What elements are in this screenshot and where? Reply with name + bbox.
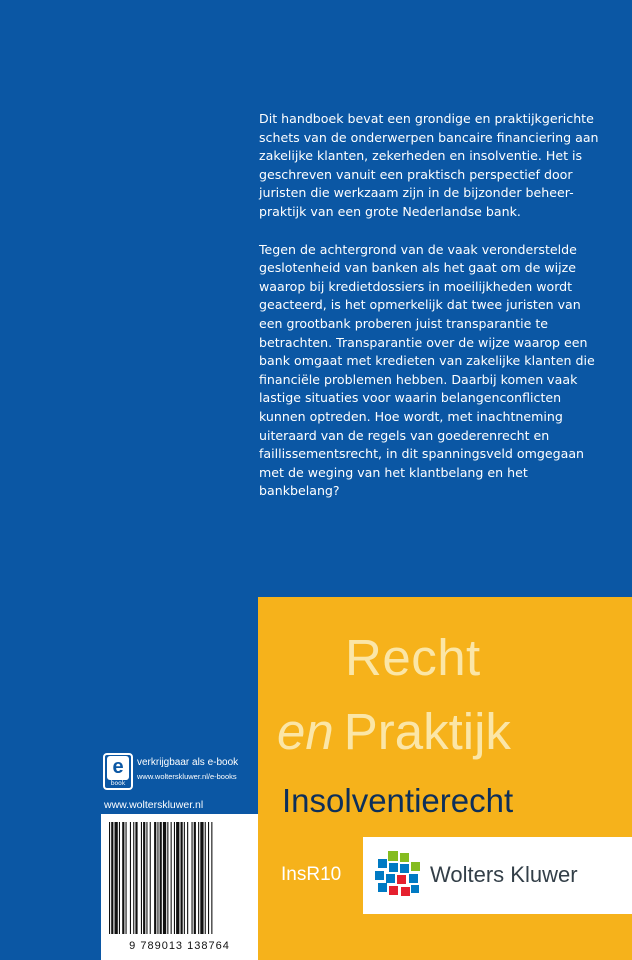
- ebook-icon: e book: [103, 753, 133, 790]
- series-title-en-praktijk: [277, 702, 511, 761]
- wolters-kluwer-logo-icon: [373, 850, 423, 900]
- isbn-number: 9 789013 138764: [129, 940, 230, 952]
- ebook-url: www.wolterskluwer.nl/e-books: [137, 772, 237, 781]
- series-title-en: en: [277, 703, 334, 760]
- series-code: InsR10: [281, 864, 342, 885]
- series-title-recht: Recht: [345, 629, 481, 686]
- series-subject: Insolventierecht: [282, 782, 514, 819]
- publisher-logo-box: [363, 837, 632, 914]
- publisher-name: Wolters Kluwer: [430, 862, 578, 887]
- blurb-text: [259, 110, 599, 520]
- series-title-praktijk: Praktijk: [343, 703, 511, 760]
- publisher-website: www.wolterskluwer.nl: [104, 799, 204, 811]
- blurb-paragraph-2: Tegen de achtergrond van de vaak veronderstelde geslotenheid van banken als het gaat om de wijze waarop bij kredietdossiers in moeilijkheden wordt geacteerd, is het opmerkelijk dat twee juristen van een grootbank proberen juist transparantie te betrachten. Transparantie over de wijze waarop een bank omgaat met kredieten van zakelijke klanten die financiële problemen hebben. Daarbij komen vaak lastige situaties voor waarin belangenconflicten kunnen optreden. Hoe wordt, met inachtneming uiteraard van de regels van goederenrecht en faillissementsrecht, in dit spanningsveld omgegaan met de weging van het klantbelang en het bankbelang?: [259, 241, 595, 499]
- barcode-bars: [101, 814, 258, 940]
- blurb-paragraph-1: Dit handboek bevat een grondige en praktijkgerichte schets van de onderwerpen bancaire financiering aan zakelijke klanten, zekerheden en insolventie. Het is geschreven vanuit een praktisch perspectief door juristen die werkzaam zijn in de bijzonder beheer-praktijk van een grote Nederlandse bank.: [259, 111, 599, 219]
- isbn-barcode: [101, 814, 258, 960]
- ebook-availability-label: verkrijgbaar als e-book: [137, 757, 239, 768]
